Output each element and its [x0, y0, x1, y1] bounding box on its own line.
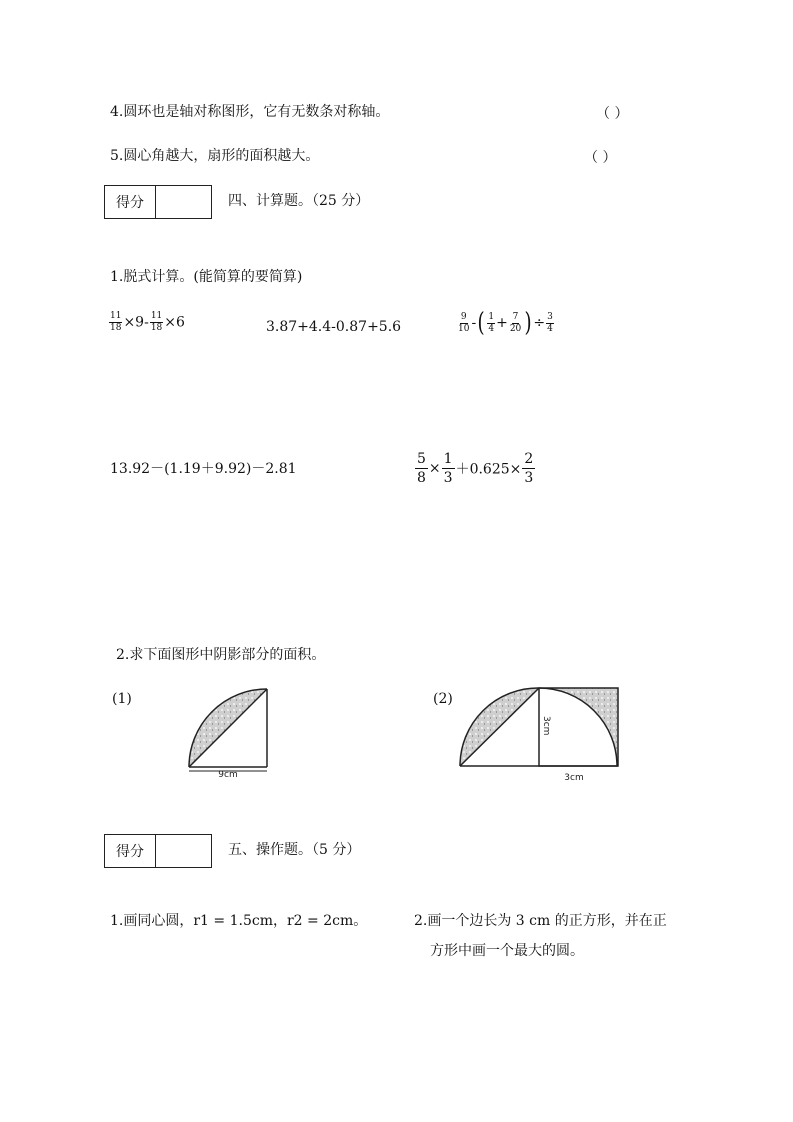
expression-1: $\frac{11}{18}$ ×9- $\frac{11}{18}$ ×6	[110, 311, 185, 333]
figure-2-label: (2)	[433, 691, 453, 707]
expression-2: 3.87+4.4-0.87+5.6	[266, 319, 402, 335]
score-box-section-4	[104, 185, 212, 219]
fraction: $\frac{1}{4}$	[488, 311, 495, 334]
figure-1-label: (1)	[112, 691, 132, 707]
expression-3: $\frac{9}{10}$ -( $\frac{1}{4}$ + $\frac{7}{20}$ ) ÷ $\frac{3}{4}$	[458, 308, 553, 338]
question-4: 4.圆环也是轴对称图形，它有无数条对称轴。	[110, 104, 390, 120]
fraction: $\frac{5}{8}$	[417, 451, 426, 486]
fraction: $\frac{11}{18}$	[150, 311, 163, 333]
fraction: $\frac{9}{10}$	[458, 311, 470, 334]
dimension-label-vertical: 3cm	[541, 716, 551, 736]
expression-5: $\frac{5}{8}$ × $\frac{1}{3}$ ＋0.625× $\frac{2}{3}$	[417, 451, 534, 486]
expression-4: 13.92－(1.19＋9.92)－2.81	[110, 461, 297, 477]
question-5: 5.圆心角越大，扇形的面积越大。	[110, 148, 320, 164]
section-4-title: 四、计算题。（25 分）	[228, 193, 370, 209]
figure-2-diagram	[456, 684, 622, 784]
fraction: $\frac{7}{20}$	[509, 311, 522, 334]
score-label: 得分	[105, 835, 156, 867]
fraction: $\frac{3}{4}$	[547, 311, 553, 334]
answer-paren-5[interactable]: （ ）	[584, 150, 617, 166]
score-label: 得分	[105, 186, 156, 218]
figure-1-diagram	[184, 684, 276, 780]
fraction: $\frac{11}{18}$	[110, 311, 122, 333]
fraction: $\frac{2}{3}$	[524, 451, 534, 486]
subquestion-1: 1.脱式计算。(能简算的要简算)	[110, 269, 303, 285]
section-5-title: 五、操作题。（5 分）	[228, 842, 361, 858]
operation-2-line-2: 方形中画一个最大的圆。	[430, 943, 584, 959]
operation-2-line-1: 2.画一个边长为 3 cm 的正方形，并在正	[414, 913, 667, 929]
dimension-label-horizontal: 3cm	[564, 773, 584, 783]
score-blank[interactable]	[156, 186, 211, 218]
subquestion-2: 2.求下面图形中阴影部分的面积。	[116, 647, 326, 663]
operation-1: 1.画同心圆，r1 = 1.5cm，r2 = 2cm。	[110, 913, 368, 929]
score-box-section-5	[104, 834, 212, 868]
dimension-label: 9cm	[218, 770, 238, 780]
score-blank[interactable]	[156, 835, 211, 867]
fraction: $\frac{1}{3}$	[443, 451, 453, 486]
answer-paren-4[interactable]: （ ）	[596, 106, 629, 122]
